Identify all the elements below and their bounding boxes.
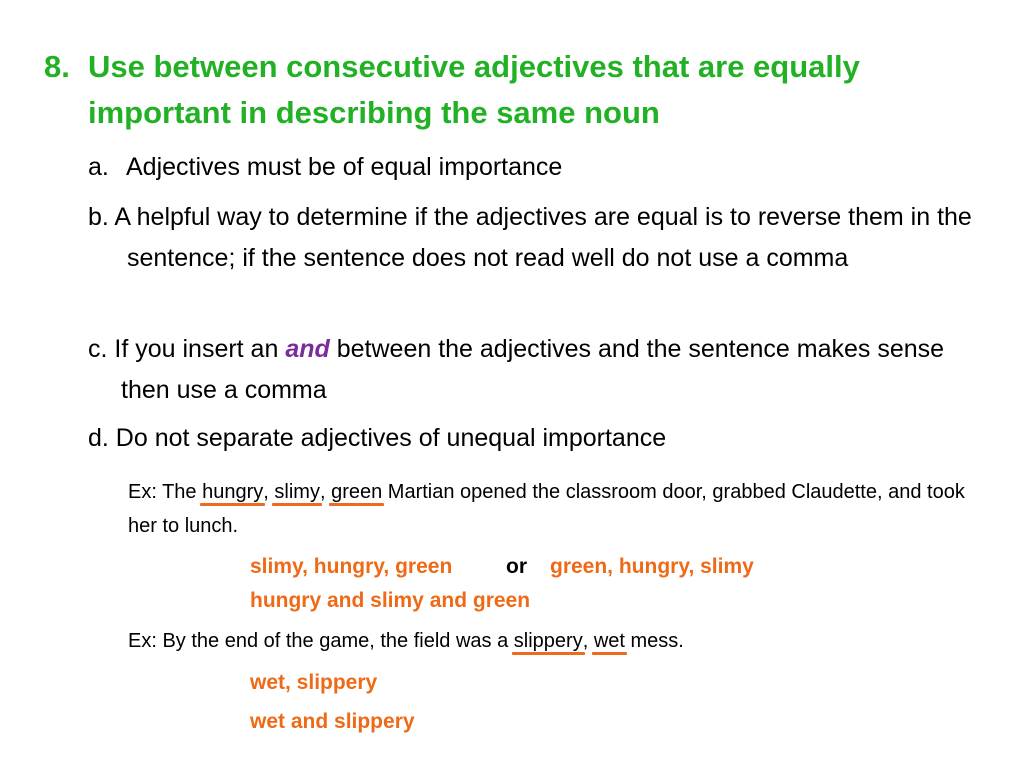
adjective-green: green [331, 481, 383, 503]
example-1-sentence [128, 475, 998, 543]
point-c-emphasis: and [285, 335, 330, 363]
example-1-reorder-a: slimy, hungry, green [250, 555, 453, 578]
point-d [88, 418, 666, 459]
example-1-or: or [506, 555, 527, 578]
example-1-rest: Martian opened the classroom door, grabbed Claudette, and took her to lunch. [128, 481, 965, 537]
point-a-letter: a. [88, 153, 109, 181]
point-c [88, 329, 988, 411]
point-a-text: Adjectives must be of equal importance [126, 153, 563, 181]
example-1-reorder-b: green, hungry, slimy [550, 555, 754, 578]
example-2-rest: mess. [624, 630, 684, 652]
point-c-before: c. If you insert an [88, 335, 286, 363]
point-a [88, 147, 562, 188]
example-2-reorder: wet, slippery [250, 671, 378, 694]
point-d-text: d. Do not separate adjectives of unequal importance [88, 424, 667, 452]
adjective-slippery: slippery [513, 630, 583, 652]
example-1-sep1: , [263, 481, 275, 503]
example-1-and-test: hungry and slimy and green [250, 589, 531, 612]
example-2-prefix: Ex: By the end of the game, the field was a [128, 630, 514, 652]
point-c-text [88, 329, 988, 411]
example-2-sentence [128, 624, 998, 658]
point-c-after: between the adjectives and the sentence makes sense then use a comma [121, 335, 945, 404]
example-1-sep2: , [319, 481, 332, 503]
example-2-sep: , [582, 630, 594, 652]
example-2-and-test: wet and slippery [250, 710, 415, 733]
rule-number: 8. [44, 49, 70, 84]
adjective-slimy: slimy [274, 481, 320, 503]
point-b [88, 197, 988, 279]
point-b-text: b. A helpful way to determine if the adjectives are equal is to reverse them in the sentence; if the sentence does not read well do not use a comma [88, 203, 972, 272]
example-1-prefix: Ex: The [128, 481, 203, 503]
adjective-hungry: hungry [202, 481, 264, 503]
rule-heading-text: Use between consecutive adjectives that are equally important in describing the same noun [88, 49, 860, 130]
adjective-wet: wet [593, 630, 625, 652]
